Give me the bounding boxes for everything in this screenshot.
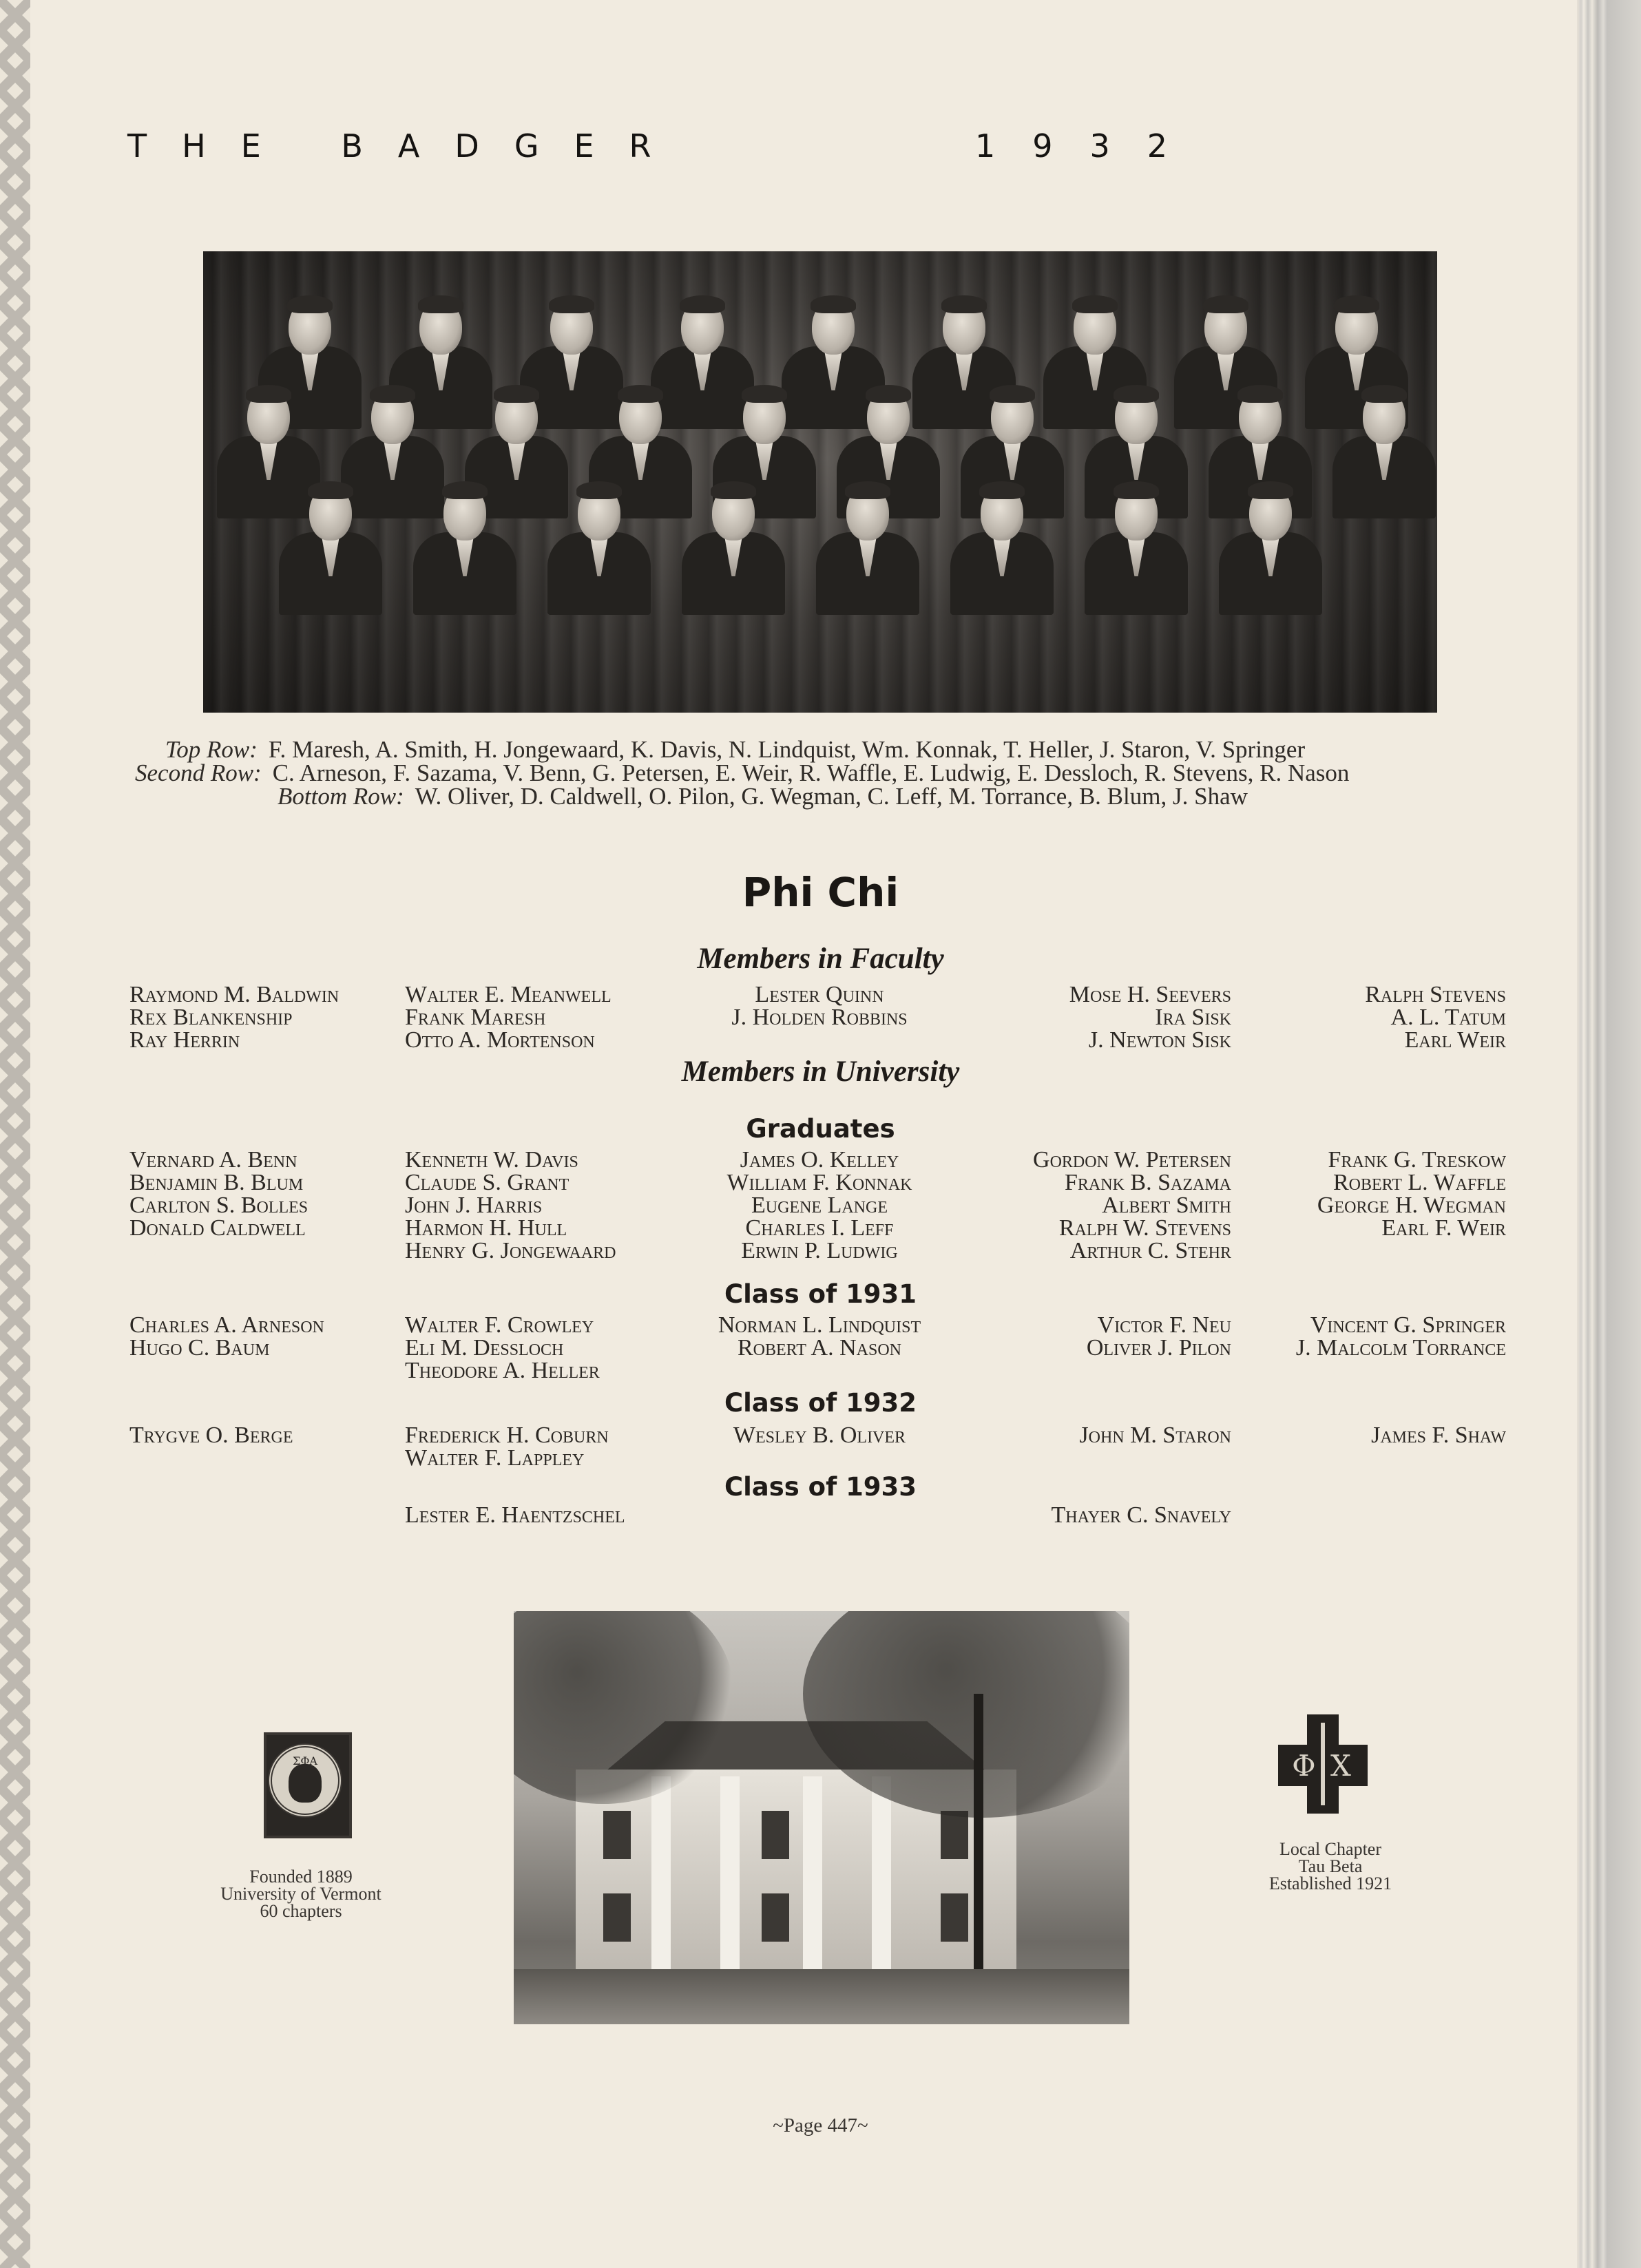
caption-line: 60 chapters (260, 1901, 342, 1921)
person-hair (370, 385, 415, 403)
person-hair (418, 295, 463, 313)
caption-line: Founded 1889 (249, 1867, 353, 1887)
house-window (941, 1811, 968, 1859)
member-name: Eugene Lange (751, 1193, 888, 1218)
class-1932-column-4 (1079, 1424, 1231, 1447)
class-1932-heading: Class of 1932 (724, 1388, 917, 1418)
member-name: A. L. Tatum (1390, 1005, 1506, 1030)
person-hair (941, 295, 987, 313)
faculty-column-4 (1069, 983, 1231, 1051)
class-1932-column-1 (129, 1424, 293, 1447)
house-window (603, 1893, 631, 1942)
class-1933-column-2 (405, 1504, 625, 1526)
member-name: Vernard A. Benn (129, 1147, 297, 1173)
class-1933-column-4 (1052, 1504, 1231, 1526)
person-hair (549, 295, 594, 313)
member-name: Lester E. Haentzschel (405, 1502, 625, 1528)
member-name: Walter F. Crowley (405, 1312, 594, 1338)
faculty-column-5 (1365, 983, 1506, 1051)
running-head-year: 1932 (975, 127, 1205, 165)
member-name: Erwin P. Ludwig (741, 1238, 898, 1263)
member-name: Ira Sisk (1155, 1005, 1231, 1030)
person-hair (979, 481, 1025, 499)
caption-bottom-row (278, 785, 1248, 808)
person-hair (576, 481, 622, 499)
member-name: Ralph Stevens (1365, 982, 1506, 1007)
caption-line: Local Chapter (1279, 1839, 1381, 1859)
caption-second-label: Second Row: (135, 759, 262, 786)
graduates-column-3 (682, 1148, 957, 1262)
person-hair (680, 295, 725, 313)
member-name: Frank Maresh (405, 1005, 546, 1030)
graduates-column-1 (129, 1148, 308, 1239)
member-name: Thayer C. Snavely (1051, 1502, 1231, 1528)
person-hair (1361, 385, 1407, 403)
faculty-column-3 (682, 983, 957, 1029)
member-name: George H. Wegman (1317, 1193, 1506, 1218)
person-hair (990, 385, 1035, 403)
class-1932-column-2 (405, 1424, 609, 1469)
group-photo (203, 251, 1437, 713)
member-name: Charles A. Arneson (129, 1312, 324, 1338)
house-window (941, 1893, 968, 1942)
person-hair (711, 481, 756, 499)
person-hair (1114, 385, 1159, 403)
crest-letters: ΣΦΑ (293, 1754, 317, 1767)
graduates-column-5 (1317, 1148, 1506, 1239)
class-1931-heading: Class of 1931 (724, 1279, 917, 1309)
member-name: Donald Caldwell (129, 1215, 306, 1241)
member-name: Wesley B. Oliver (733, 1422, 906, 1448)
member-name: Carlton S. Bolles (129, 1193, 309, 1218)
person-hair (1237, 385, 1283, 403)
member-name: Robert A. Nason (738, 1335, 901, 1361)
graduates-column-2 (405, 1148, 616, 1262)
member-name: J. Newton Sisk (1088, 1027, 1231, 1053)
member-name: Ralph W. Stevens (1058, 1215, 1231, 1241)
member-name: J. Holden Robbins (731, 1005, 908, 1030)
caption-bottom-names: W. Oliver, D. Caldwell, O. Pilon, G. Wegman, C. Leff, M. Torrance, B. Blum, J. Shaw (415, 783, 1248, 810)
graduates-heading: Graduates (746, 1114, 895, 1144)
caption-second-row (135, 759, 1350, 786)
member-name: Gordon W. Petersen (1033, 1147, 1231, 1173)
person-hair (811, 295, 856, 313)
skull-icon (289, 1764, 322, 1803)
member-name: Frank G. Treskow (1328, 1147, 1506, 1173)
person-hair (1114, 481, 1159, 499)
member-name: James F. Shaw (1371, 1422, 1506, 1448)
member-name: Albert Smith (1102, 1193, 1231, 1218)
member-name: William F. Konnak (727, 1170, 912, 1195)
caption-line: Tau Beta (1298, 1856, 1363, 1876)
running-head-title: THE BADGER (127, 127, 687, 165)
member-name: John J. Harris (405, 1193, 543, 1218)
house-window (762, 1893, 789, 1942)
class-1931-column-5 (1296, 1314, 1506, 1359)
member-name: Raymond M. Baldwin (129, 982, 339, 1007)
house-lawn (514, 1969, 1129, 2024)
person-hair (287, 295, 333, 313)
member-name: Walter F. Lappley (405, 1445, 585, 1471)
house-column (803, 1776, 822, 1969)
caption-second-names: C. Arneson, F. Sazama, V. Benn, G. Petersen, E. Weir, R. Waffle, E. Ludwig, E. Dessloch, R. Stevens, R. Nason (272, 759, 1350, 786)
person-hair (845, 481, 890, 499)
faculty-heading: Members in Faculty (697, 943, 944, 975)
phi-chi-cross-badge-icon (1278, 1714, 1368, 1814)
member-name: Theodore A. Heller (405, 1358, 600, 1383)
house-column (651, 1776, 671, 1969)
class-1931-column-4 (1087, 1314, 1231, 1359)
member-name: Vincent G. Springer (1310, 1312, 1506, 1338)
fraternity-crest-icon (254, 1727, 356, 1837)
faculty-column-2 (405, 983, 612, 1051)
member-name: Benjamin B. Blum (129, 1170, 304, 1195)
person-hair (1203, 295, 1248, 313)
page-number: ~Page 447~ (773, 2114, 868, 2136)
member-name: Trygve O. Berge (129, 1422, 293, 1448)
member-name: Mose H. Seevers (1069, 982, 1231, 1007)
house-column (872, 1776, 891, 1969)
person-hair (1072, 295, 1118, 313)
member-name: Robert L. Waffle (1333, 1170, 1506, 1195)
member-name: Walter E. Meanwell (405, 982, 612, 1007)
badge-letters: Φ Χ (1292, 1749, 1354, 1783)
caption-bottom-label: Bottom Row: (278, 783, 404, 810)
graduates-column-4 (1033, 1148, 1231, 1262)
faculty-column-1 (129, 983, 339, 1051)
class-1931-column-3 (682, 1314, 957, 1359)
member-name: Claude S. Grant (405, 1170, 569, 1195)
house-window (603, 1811, 631, 1859)
member-name: Kenneth W. Davis (405, 1147, 578, 1173)
member-name: J. Malcolm Torrance (1295, 1335, 1506, 1361)
person-hair (246, 385, 291, 403)
person-hair (308, 481, 353, 499)
member-name: Rex Blankenship (129, 1005, 293, 1030)
caption-line: University of Vermont (220, 1884, 381, 1904)
member-name: Frank B. Sazama (1065, 1170, 1231, 1195)
member-name: James O. Kelley (740, 1147, 899, 1173)
class-1933-heading: Class of 1933 (724, 1472, 917, 1502)
person-hair (1248, 481, 1293, 499)
member-name: Oliver J. Pilon (1086, 1335, 1231, 1361)
member-name: Henry G. Jongewaard (405, 1238, 616, 1263)
caption-line: Established 1921 (1268, 1873, 1392, 1893)
member-name: Ray Herrin (129, 1027, 240, 1053)
university-heading: Members in University (681, 1056, 960, 1088)
caption-top-label: Top Row: (165, 736, 258, 763)
organization-title: Phi Chi (742, 869, 899, 916)
member-name: Earl Weir (1404, 1027, 1506, 1053)
member-name: Frederick H. Coburn (405, 1422, 609, 1448)
person-hair (494, 385, 539, 403)
caption-top-row (165, 738, 1305, 762)
crest-caption (160, 1868, 442, 1920)
class-1931-column-1 (129, 1314, 324, 1359)
house-window (762, 1811, 789, 1859)
caption-top-names: F. Maresh, A. Smith, H. Jongewaard, K. Davis, N. Lindquist, Wm. Konnak, T. Heller, J. Staron, V. Springer (268, 736, 1306, 763)
member-name: Hugo C. Baum (129, 1335, 270, 1361)
house-column (720, 1776, 740, 1969)
person-hair (866, 385, 911, 403)
person-hair (742, 385, 787, 403)
member-name: Eli M. Dessloch (405, 1335, 564, 1361)
member-name: Charles I. Leff (745, 1215, 894, 1241)
member-name: Victor F. Neu (1097, 1312, 1231, 1338)
class-1931-column-2 (405, 1314, 600, 1382)
member-name: Otto A. Mortenson (405, 1027, 595, 1053)
member-name: Norman L. Lindquist (718, 1312, 921, 1338)
member-name: Arthur C. Stehr (1069, 1238, 1231, 1263)
person-hair (442, 481, 488, 499)
person-hair (618, 385, 663, 403)
member-name: John M. Staron (1079, 1422, 1231, 1448)
badge-caption (1193, 1840, 1468, 1892)
chapter-house-photo (514, 1611, 1129, 2024)
member-name: Lester Quinn (755, 982, 884, 1007)
class-1932-column-3 (682, 1424, 957, 1447)
person-hair (1334, 295, 1379, 313)
member-name: Harmon H. Hull (405, 1215, 567, 1241)
class-1932-column-5 (1371, 1424, 1506, 1447)
member-name: Earl F. Weir (1381, 1215, 1506, 1241)
